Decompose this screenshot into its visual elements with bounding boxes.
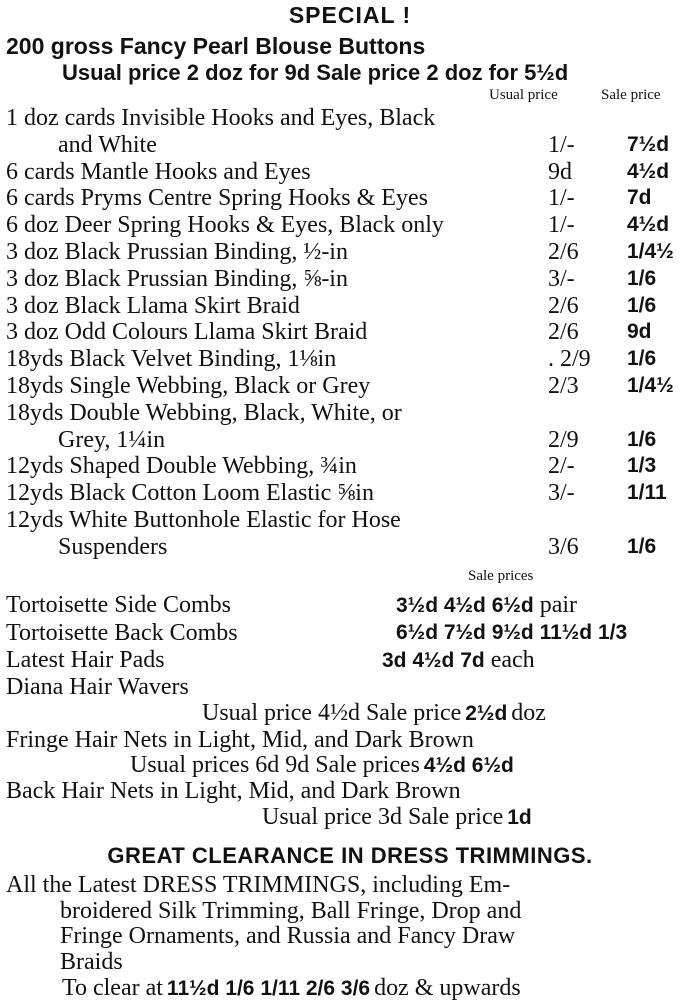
clearance-line: All the Latest DRESS TRIMMINGS, including Em- [6, 872, 511, 898]
wavers-sale-price: 2½d [465, 702, 508, 725]
sale-price-column-header: Sale price [601, 87, 661, 103]
back-nets-usual-price: Usual price 3d Sale price [262, 804, 504, 830]
clearance-line: Fringe Ornaments, and Russia and Fancy Draw [60, 923, 516, 949]
subheadline: Usual price 2 doz for 9d Sale price 2 doz for 5½d [62, 60, 569, 85]
clear-at-prices: 11½d 1/6 1/11 2/6 3/6 [166, 977, 371, 1000]
list-item-description: 6 cards Mantle Hooks and Eyes [6, 158, 311, 185]
list-item-sale-price: 1/6 [627, 427, 657, 451]
list-item-description: 6 doz Deer Spring Hooks & Eyes, Black only [6, 212, 444, 239]
list-item-usual-price: 1/- [548, 131, 575, 158]
list-item-description: 3 doz Black Prussian Binding, ½-in [6, 239, 348, 265]
comb-item-name: Latest Hair Pads [6, 647, 165, 673]
comb-item-name: Tortoisette Back Combs [6, 619, 238, 646]
comb-item-prices-row [396, 592, 577, 619]
clearance-line: broidered Silk Trimming, Ball Fringe, Drop and [60, 897, 522, 924]
list-item-description: 18yds Single Webbing, Black or Grey [6, 373, 371, 399]
back-nets-prices [262, 804, 532, 831]
list-item-sale-price: 7d [627, 186, 652, 210]
wavers-name: Diana Hair Wavers [6, 674, 189, 700]
comb-item-unit: each [490, 647, 535, 673]
headline: 200 gross Fancy Pearl Blouse Buttons [6, 33, 426, 59]
wavers-prices [202, 700, 546, 727]
list-item-sale-price: 1/4½ [627, 374, 674, 397]
list-item-usual-price: 3/- [548, 480, 575, 507]
list-item-usual-price: 2/6 [548, 292, 579, 319]
list-item-sale-price: 4½d [627, 159, 670, 183]
list-item-usual-price: 1/- [548, 212, 575, 239]
list-item-sale-price: 1/6 [627, 534, 657, 558]
comb-item-prices: 6½d 7½d 9½d 11½d 1/3 [396, 620, 628, 644]
clear-at-label: To clear at [62, 975, 163, 1001]
list-item-description: 18yds Black Velvet Binding, 1⅛in [6, 346, 337, 373]
fringe-nets-usual-price: Usual prices 6d 9d Sale prices [130, 752, 420, 778]
list-item-usual-price: 1/- [548, 185, 575, 212]
list-item-description: 3 doz Black Llama Skirt Braid [6, 292, 300, 319]
comb-item-prices: 3½d 4½d 6½d [396, 594, 534, 617]
fringe-nets-sale-price: 4½d 6½d [423, 754, 514, 777]
list-item-usual-price: 9d [548, 158, 572, 185]
comb-item-prices-row [396, 620, 627, 646]
list-item-description: 18yds Double Webbing, Black, White, or [6, 399, 402, 426]
list-item-description: 12yds Shaped Double Webbing, ¾in [6, 453, 357, 480]
fringe-nets-name: Fringe Hair Nets in Light, Mid, and Dark Brown [6, 727, 474, 753]
back-nets-name: Back Hair Nets in Light, Mid, and Dark Brown [6, 778, 461, 804]
list-item-description-continued: Grey, 1¼in [58, 426, 166, 453]
clear-at-line [62, 975, 521, 1002]
list-item-sale-price: 1/6 [627, 266, 657, 290]
list-item-sale-price: 4½d [627, 213, 670, 237]
list-item-usual-price: . 2/9 [548, 346, 591, 373]
comb-item-name: Tortoisette Side Combs [6, 592, 231, 618]
comb-item-prices-row [382, 647, 535, 674]
usual-price-column-header: Usual price [489, 87, 558, 103]
list-item-usual-price: 2/6 [548, 239, 579, 265]
list-item-description: 12yds Black Cotton Loom Elastic ⅝in [6, 480, 374, 507]
clearance-line: Braids [60, 948, 123, 975]
list-item-sale-price: 1/11 [627, 481, 667, 505]
list-item-description: 12yds White Buttonhole Elastic for Hose [6, 507, 401, 533]
fringe-nets-prices [130, 752, 514, 779]
list-item-sale-price: 1/6 [627, 293, 657, 317]
sale-prices-label: Sale prices [468, 568, 534, 584]
list-item-sale-price: 9d [627, 320, 652, 344]
list-item-usual-price: 2/- [548, 453, 575, 480]
clear-at-suffix: doz & upwards [374, 975, 521, 1001]
comb-item-prices: 3d 4½d 7d [382, 649, 485, 672]
list-item-sale-price: 1/6 [627, 347, 657, 371]
list-item-sale-price: 1/3 [627, 454, 657, 478]
list-item-usual-price: 2/6 [548, 319, 579, 346]
page-title: SPECIAL ! [288, 2, 412, 28]
list-item-usual-price: 3/6 [548, 533, 579, 560]
comb-item-unit: pair [539, 592, 578, 618]
list-item-sale-price: 1/4½ [627, 240, 674, 263]
list-item-sale-price: 7½d [627, 132, 670, 156]
list-item-description-continued: Suspenders [58, 533, 168, 560]
back-nets-sale-price: 1d [507, 806, 532, 829]
list-item-usual-price: 2/3 [548, 373, 579, 399]
wavers-usual-price: Usual price 4½d Sale price [202, 700, 462, 726]
list-item-description-continued: and White [58, 131, 157, 158]
wavers-unit: doz [511, 700, 546, 726]
list-item-description: 3 doz Odd Colours Llama Skirt Braid [6, 319, 368, 346]
list-item-description: 3 doz Black Prussian Binding, ⅝-in [6, 265, 348, 292]
list-item-description: 6 cards Pryms Centre Spring Hooks & Eyes [6, 185, 428, 212]
list-item-description: 1 doz cards Invisible Hooks and Eyes, Black [6, 105, 436, 131]
list-item-usual-price: 2/9 [548, 426, 579, 453]
list-item-usual-price: 3/- [548, 265, 575, 292]
clearance-title: GREAT CLEARANCE IN DRESS TRIMMINGS. [107, 843, 593, 868]
